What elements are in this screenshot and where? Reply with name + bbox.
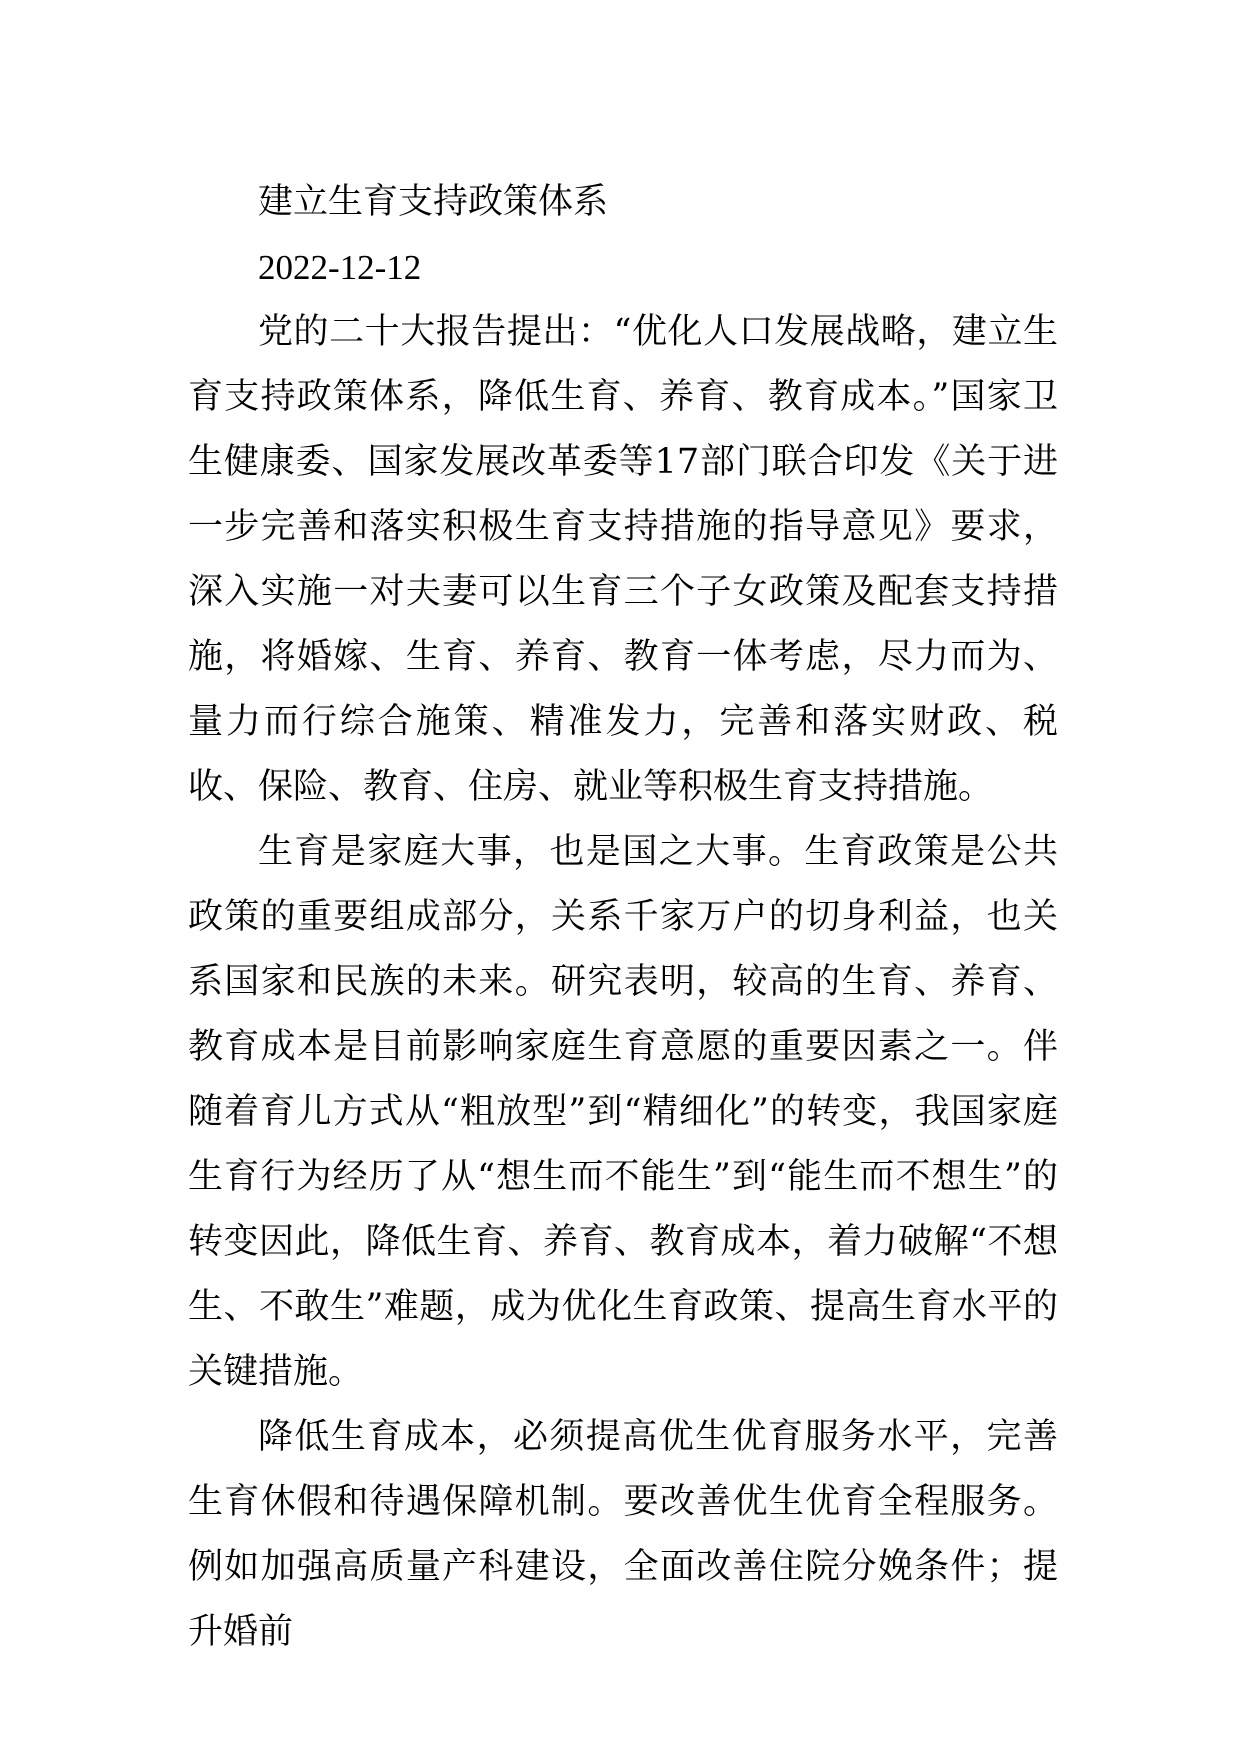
paragraph-1: 党的二十大报告提出：“优化人口发展战略，建立生育支持政策体系，降低生育、养育、教育成本。”国家卫生健康委、国家发展改革委等17部门联合印发《关于进一步完善和落实积极生育支持措施的指导意见》要求，深入实施一对夫妻可以生育三个子女政策及配套支持措施，将婚嫁、生育、养育、教育一体考虑，尽力而为、量力而行综合施策、精准发力，完善和落实财政、税收、保险、教育、住房、就业等积极生育支持措施。	[188, 312, 1058, 807]
document-title: 建立生育支持政策体系	[258, 182, 609, 222]
document-date: 2022-12-12	[258, 248, 422, 287]
document-body	[188, 170, 1058, 1665]
paragraph-3: 降低生育成本，必须提高优生优育服务水平，完善生育休假和待遇保障机制。要改善优生优育全程服务。例如加强高质量产科建设，全面改善住院分娩条件；提升婚前	[188, 1417, 1058, 1652]
paragraph-2: 生育是家庭大事，也是国之大事。生育政策是公共政策的重要组成部分，关系千家万户的切身利益，也关系国家和民族的未来。研究表明，较高的生育、养育、教育成本是目前影响家庭生育意愿的重要因素之一。伴随着育儿方式从“粗放型”到“精细化”的转变，我国家庭生育行为经历了从“想生而不能生”到“能生而不想生”的转变因此，降低生育、养育、教育成本，着力破解“不想生、不敢生”难题，成为优化生育政策、提高生育水平的关键措施。	[188, 832, 1058, 1392]
